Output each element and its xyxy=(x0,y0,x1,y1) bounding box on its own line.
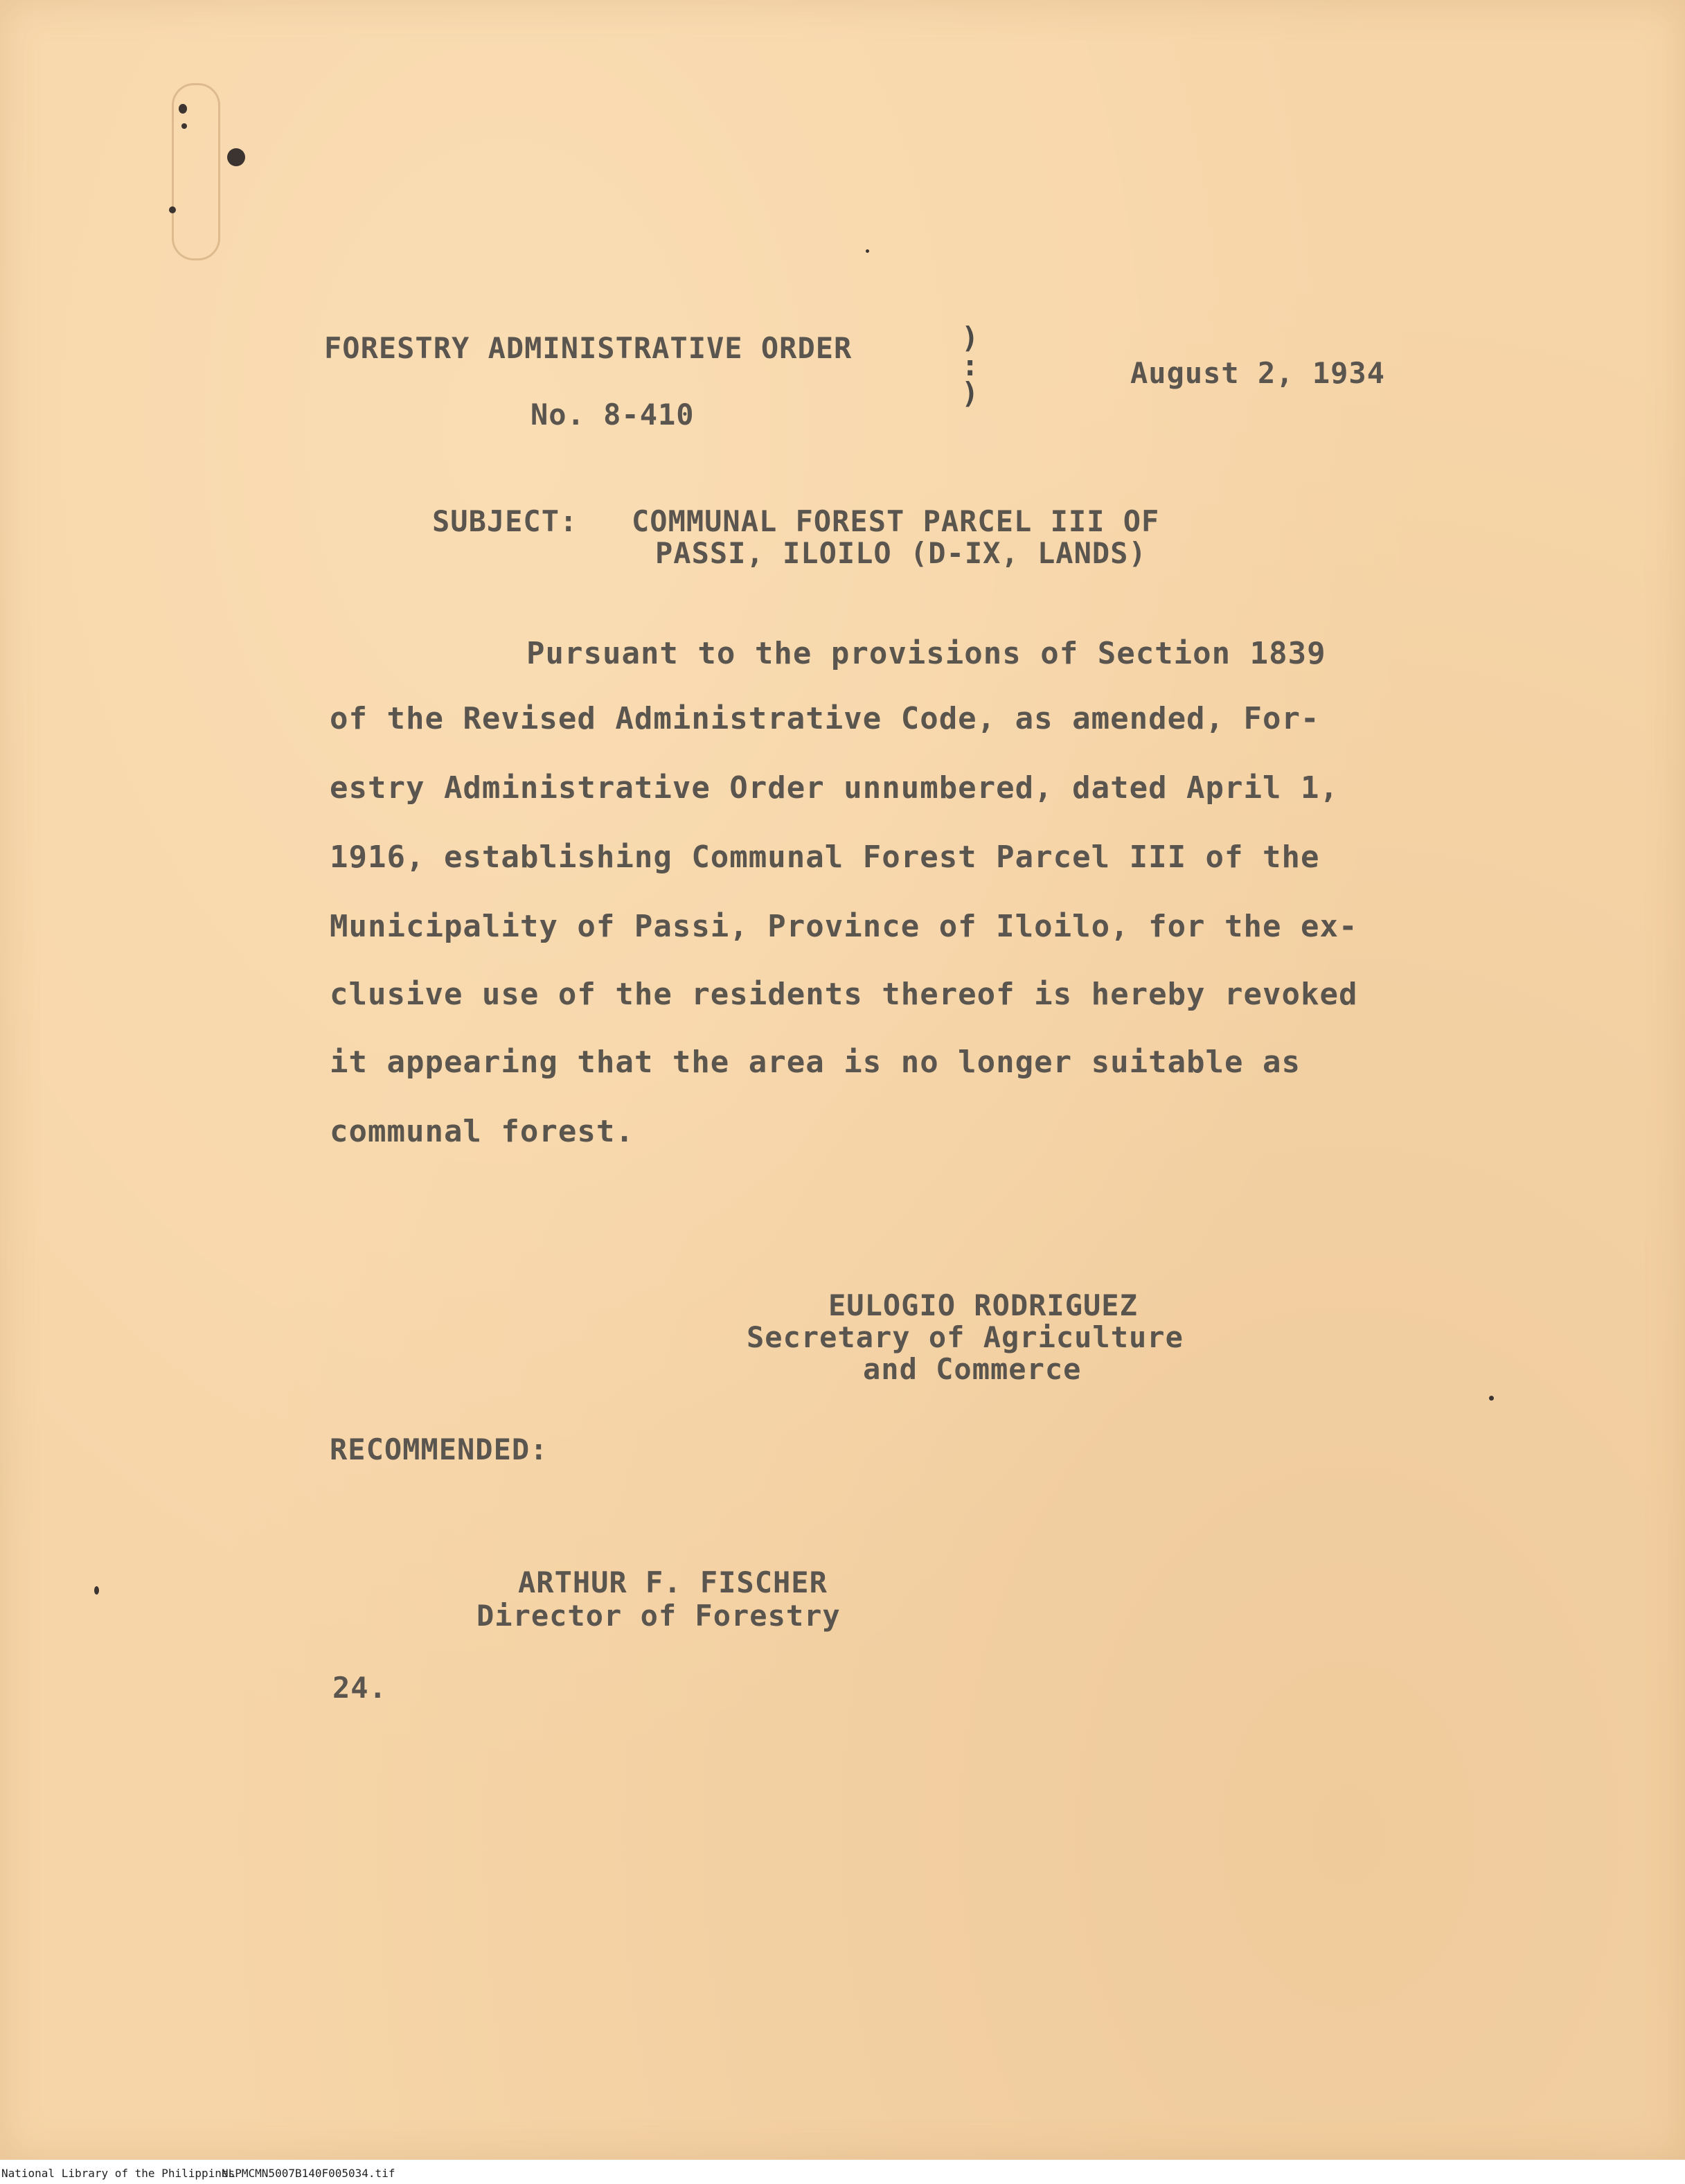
ink-speck xyxy=(1489,1396,1494,1401)
ink-speck xyxy=(866,249,869,253)
order-number: No. 8-410 xyxy=(531,398,695,432)
recommended-label: RECOMMENDED: xyxy=(330,1432,549,1466)
footer-filename: NLPMCMN5007B140F005034.tif xyxy=(222,2167,395,2180)
order-title: FORESTRY ADMINISTRATIVE ORDER xyxy=(324,331,853,365)
signatory-title-2: and Commerce xyxy=(863,1352,1082,1386)
signatory-title-1: Secretary of Agriculture xyxy=(747,1320,1184,1354)
ink-speck xyxy=(227,148,245,166)
ink-speck xyxy=(179,104,187,114)
signatory-name: EULOGIO RODRIGUEZ xyxy=(828,1288,1138,1322)
body-line: Municipality of Passi, Province of Iloilo, for the ex- xyxy=(330,909,1358,944)
body-line: of the Revised Administrative Code, as amended, For- xyxy=(330,701,1320,736)
body-line: communal forest. xyxy=(330,1114,634,1149)
recommender-title: Director of Forestry xyxy=(476,1599,841,1633)
ink-speck xyxy=(94,1586,99,1595)
body-line: estry Administrative Order unnumbered, dated April 1, xyxy=(330,770,1339,806)
body-line: clusive use of the residents thereof is hereby revoked xyxy=(330,977,1358,1012)
header-bracket: ) : ) xyxy=(961,321,979,410)
ink-speck xyxy=(181,123,187,129)
recommender-name: ARTHUR F. FISCHER xyxy=(518,1565,828,1599)
typist-initials: 24. xyxy=(332,1671,387,1705)
subject-line-2: PASSI, ILOILO (D-IX, LANDS) xyxy=(655,536,1147,570)
body-line: 1916, establishing Communal Forest Parcel III of the xyxy=(330,840,1320,875)
body-line: it appearing that the area is no longer suitable as xyxy=(330,1045,1301,1080)
subject-line-1: COMMUNAL FOREST PARCEL III OF xyxy=(632,504,1160,538)
body-line: Pursuant to the provisions of Section 1839 xyxy=(526,636,1326,671)
subject-label: SUBJECT: xyxy=(432,504,578,538)
footer-library: National Library of the Philippines xyxy=(1,2167,235,2180)
ink-speck xyxy=(169,206,176,213)
order-date: August 2, 1934 xyxy=(1130,356,1386,390)
archive-footer xyxy=(0,2163,1685,2184)
